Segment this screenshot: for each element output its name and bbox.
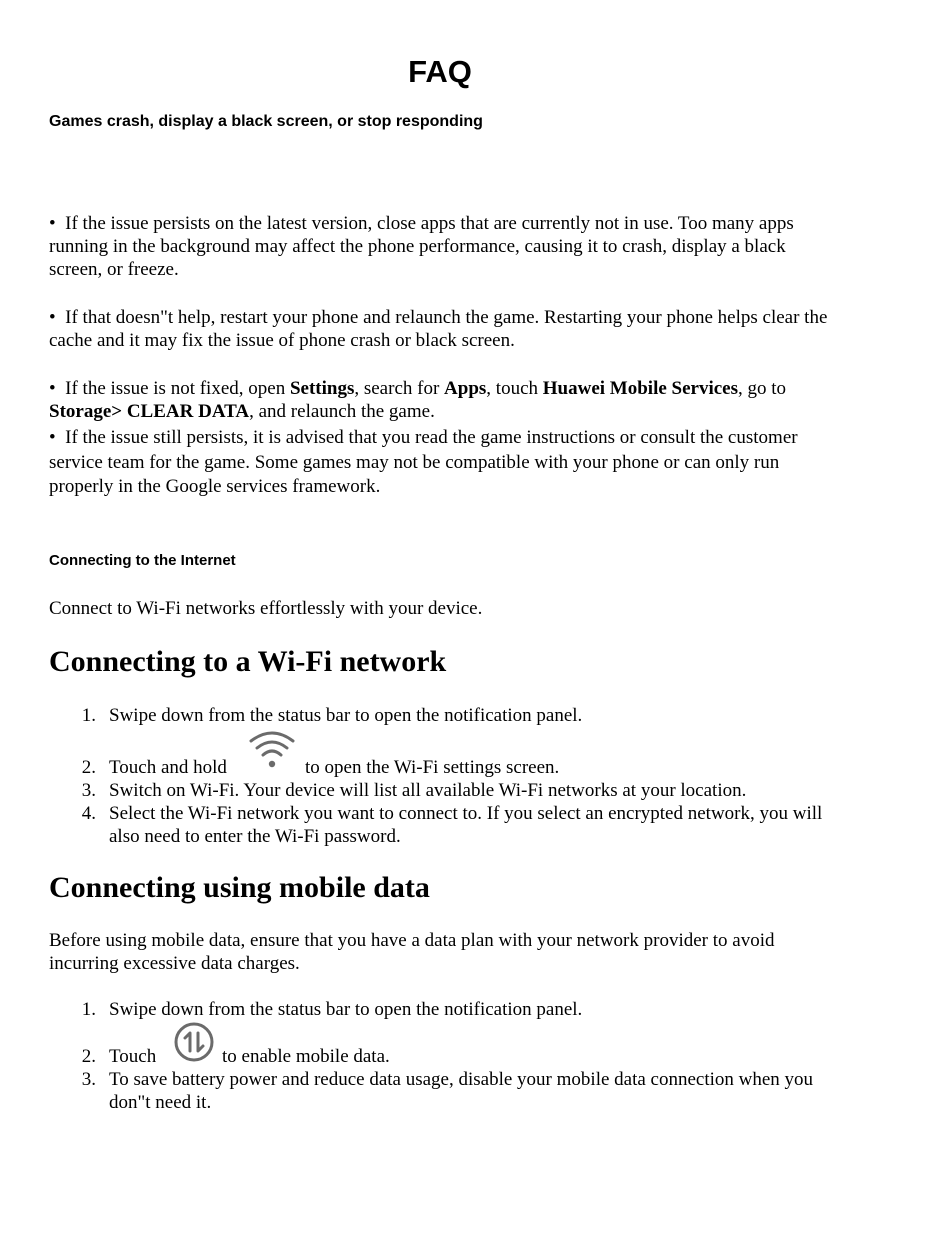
list-item: Switch on Wi-Fi. Your device will list all available Wi-Fi networks at your location. [109,780,747,801]
list-item-text: to open the Wi-Fi settings screen. [305,757,560,778]
mobile-section-heading: Connecting using mobile data [49,871,430,904]
page-title: FAQ [408,54,472,89]
games-section-heading: Games crash, display a black screen, or stop responding [49,113,483,130]
list-number: 1. [81,705,96,726]
list-number: 3. [81,780,96,801]
bullet-marker: • [49,307,56,328]
bullet-item [49,426,839,500]
settings-term: Settings [289,378,355,399]
bullet-item [49,377,839,423]
list-number: 2. [81,757,96,778]
list-number: 4. [81,803,96,824]
bullet-text: If the issue still persists, it is advised that you read the game instructions or consult the customer service team for the game. Some games may not be compatible with your phone or can only run properly in the Google services framework. [49,427,798,497]
bullet-item [49,212,839,281]
list-item-text: to enable mobile data. [222,1046,390,1067]
hms-term: Huawei Mobile Services [542,378,739,399]
apps-term: Apps [444,378,487,399]
list-item: To save battery power and reduce data usage, disable your mobile data connection when you don"t need it. [109,1069,814,1113]
list-item: Swipe down from the status bar to open the notification panel. [109,705,583,726]
wifi-icon [248,729,296,771]
bullet-text: If that doesn"t help, restart your phone and relaunch the game. Restarting your phone helps clear the cache and it may fix the issue of phone crash or black screen. [49,307,828,351]
bullet-item [49,306,839,352]
bullet-text-part: , search for [354,378,445,399]
list-item: Select the Wi-Fi network you want to connect to. If you select an encrypted network, you will also need to enter the Wi-Fi password. [109,803,823,847]
bullet-text-part: , touch [486,378,543,399]
list-number: 1. [81,999,96,1020]
bullet-text-part: If the issue is not fixed, open [65,378,290,399]
bullet-marker: • [49,427,56,448]
list-number: 2. [81,1046,96,1067]
list-item: Swipe down from the status bar to open the notification panel. [109,999,583,1020]
storage-clear-data-term: Storage> CLEAR DATA [49,401,250,422]
list-item-text: Touch and hold [109,757,227,778]
bullet-marker: • [49,213,56,234]
bullet-text-part: , go to [738,378,787,399]
bullet-text-part: , and relaunch the game. [249,401,435,422]
internet-section-heading: Connecting to the Internet [49,552,236,569]
mobile-data-icon [173,1021,215,1063]
list-item [109,1045,839,1068]
wifi-section-heading: Connecting to a Wi-Fi network [49,645,447,678]
bullet-text: If the issue persists on the latest version, close apps that are currently not in use. Too many apps running in the background may affect the phone performance, causing it to crash, display a black screen, or freeze. [49,213,794,280]
bullet-marker: • [49,378,56,399]
mobile-intro: Before using mobile data, ensure that you have a data plan with your network provider to avoid incurring excessive data charges. [49,930,775,974]
list-number: 3. [81,1069,96,1090]
list-item-text: Touch [109,1046,157,1067]
internet-intro: Connect to Wi-Fi networks effortlessly with your device. [49,598,483,619]
